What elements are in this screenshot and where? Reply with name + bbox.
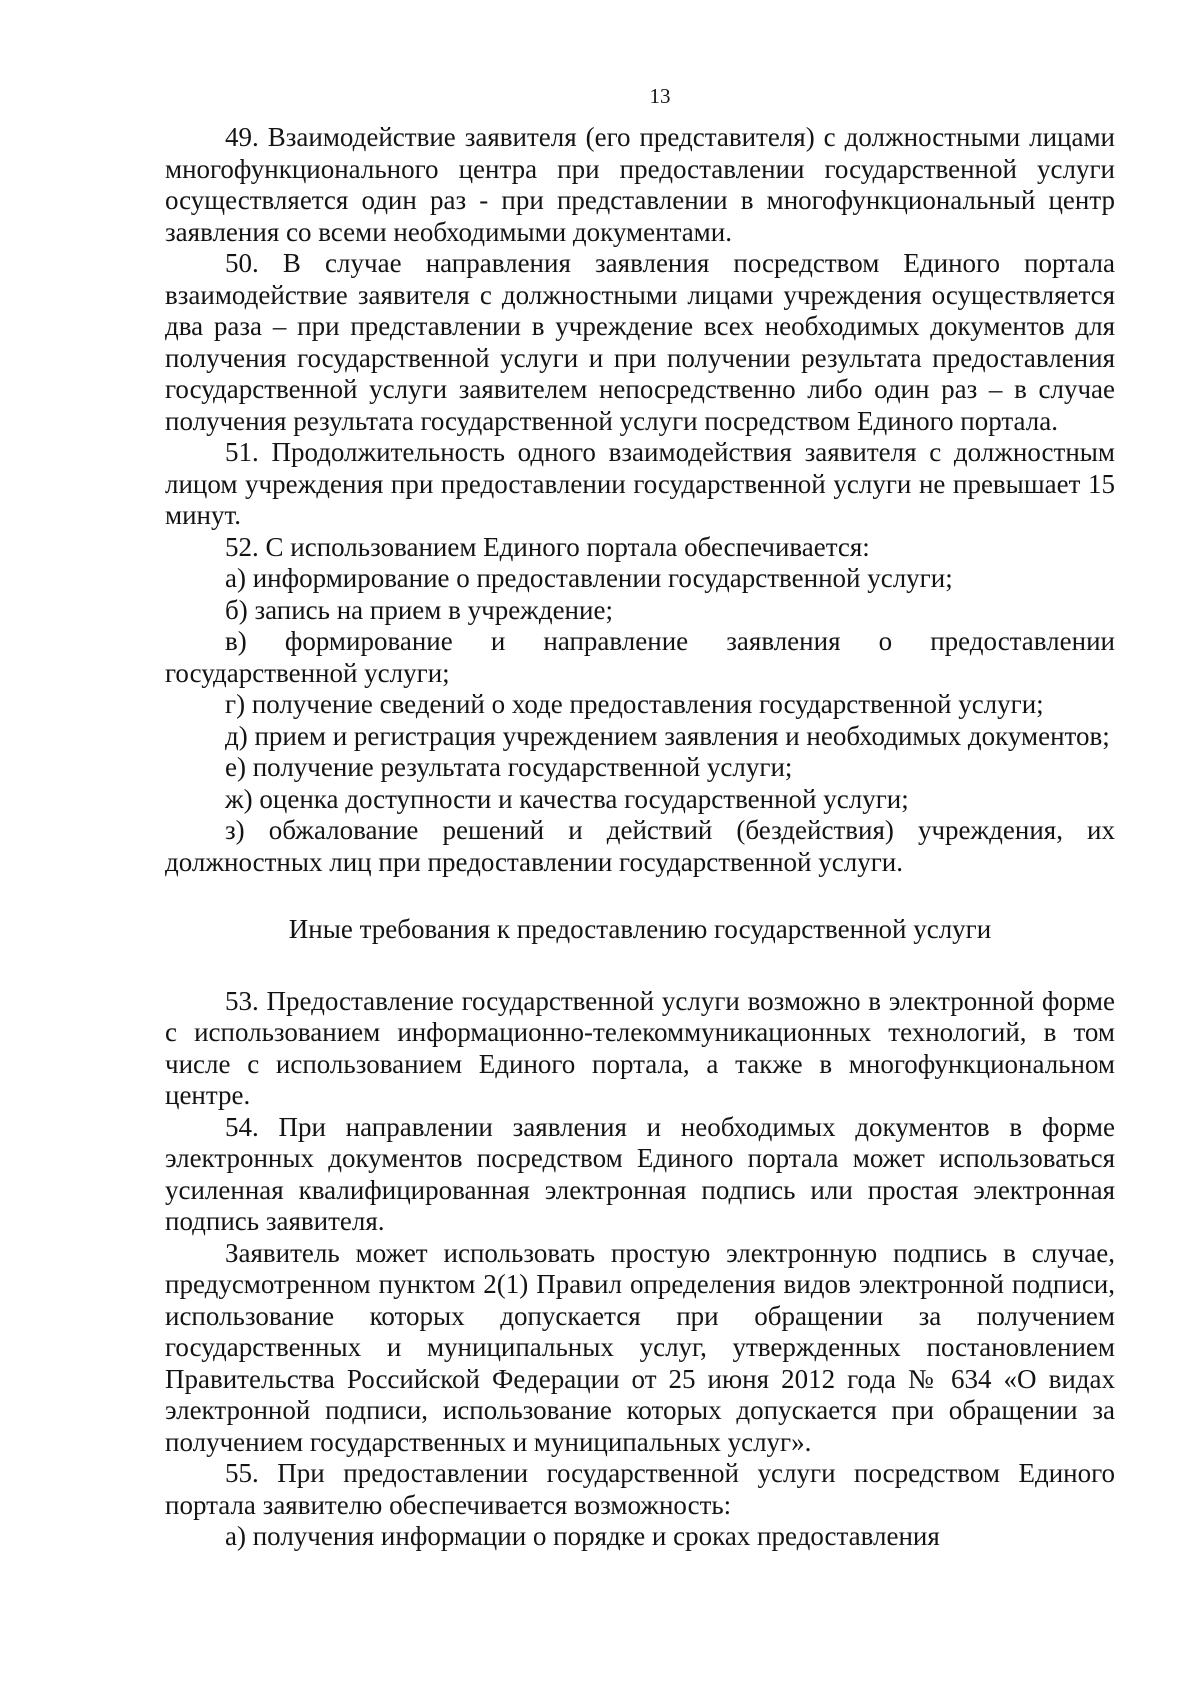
list-item-z: з) обжалование решений и действий (бездействия) учреждения, их должностных лиц при предоставлении государственной услуги. (165, 815, 1115, 877)
list-item-a: а) информирование о предоставлении государственной услуги; (225, 563, 953, 593)
page-number: 13 (649, 84, 671, 108)
paragraph-49: 49. Взаимодействие заявителя (его представителя) с должностными лицами многофункционального центра при предоставлении государственной услуги осуществляется один раз - при представлении в многофункциональный центр заявления со всеми необходимыми документами. (165, 122, 1115, 247)
list-item-d: д) прием и регистрация учреждением заявления и необходимых документов; (225, 720, 1110, 751)
list-item-v: в) формирование и направление заявления о предоставлении государственной услуги; (165, 626, 1115, 688)
paragraph-55: 55. При предоставлении государственной услуги посредством Единого портала заявителю обеспечивается возможность: (165, 1458, 1115, 1520)
list-item-zh: ж) оценка доступности и качества государственной услуги; (225, 783, 909, 814)
paragraph-51: 51. Продолжительность одного взаимодействия заявителя с должностным лицом учреждения при предоставлении государственной услуги не превышает 15 минут. (165, 437, 1115, 530)
paragraph-signature: Заявитель может использовать простую электронную подпись в случае, предусмотренном пунктом 2(1) Правил определения видов электронной подписи, использование которых допускается при обращении за получением государственных и муниципальных услуг, утвержденных постановлением Правительства Российской Федерации от 25 июня 2012 года № 634 «О видах электронной подписи, использование которых допускается при обращении за получением государственных и муниципальных услуг». (165, 1237, 1115, 1457)
paragraph-54: 54. При направлении заявления и необходимых документов в форме электронных документов посредством Единого портала может использоваться усиленная квалифицированная электронная подпись или простая электронная подпись заявителя. (165, 1111, 1115, 1236)
list-item-e: е) получение результата государственной услуги; (225, 752, 793, 782)
list-item-g: г) получение сведений о ходе предоставления государственной услуги; (225, 689, 1044, 719)
paragraphs-top (165, 122, 1115, 878)
paragraphs-bottom (165, 986, 1115, 1553)
list-item-b: б) запись на прием в учреждение; (225, 594, 613, 625)
paragraph-50: 50. В случае направления заявления посредством Единого портала взаимодействие заявителя с должностными лицами учреждения осуществляется два раза – при представлении в учреждение всех необходимых документов для получения государственной услуги и при получении результата предоставления государственной услуги заявителем непосредственно либо один раз – в случае получения результата государственной услуги посредством Единого портала. (165, 248, 1115, 436)
paragraph-52: 52. С использованием Единого портала обеспечивается: (225, 531, 870, 562)
paragraph-53: 53. Предоставление государственной услуги возможно в электронной форме с использованием информационно-телекоммуникационных технологий, в том числе с использованием Единого портала, а также в многофункциональном центре. (165, 985, 1115, 1110)
list-item-a-55: а) получения информации о порядке и сроках предоставления (225, 1521, 940, 1551)
section-heading: Иные требования к предоставлению государственной услуги (288, 914, 992, 944)
